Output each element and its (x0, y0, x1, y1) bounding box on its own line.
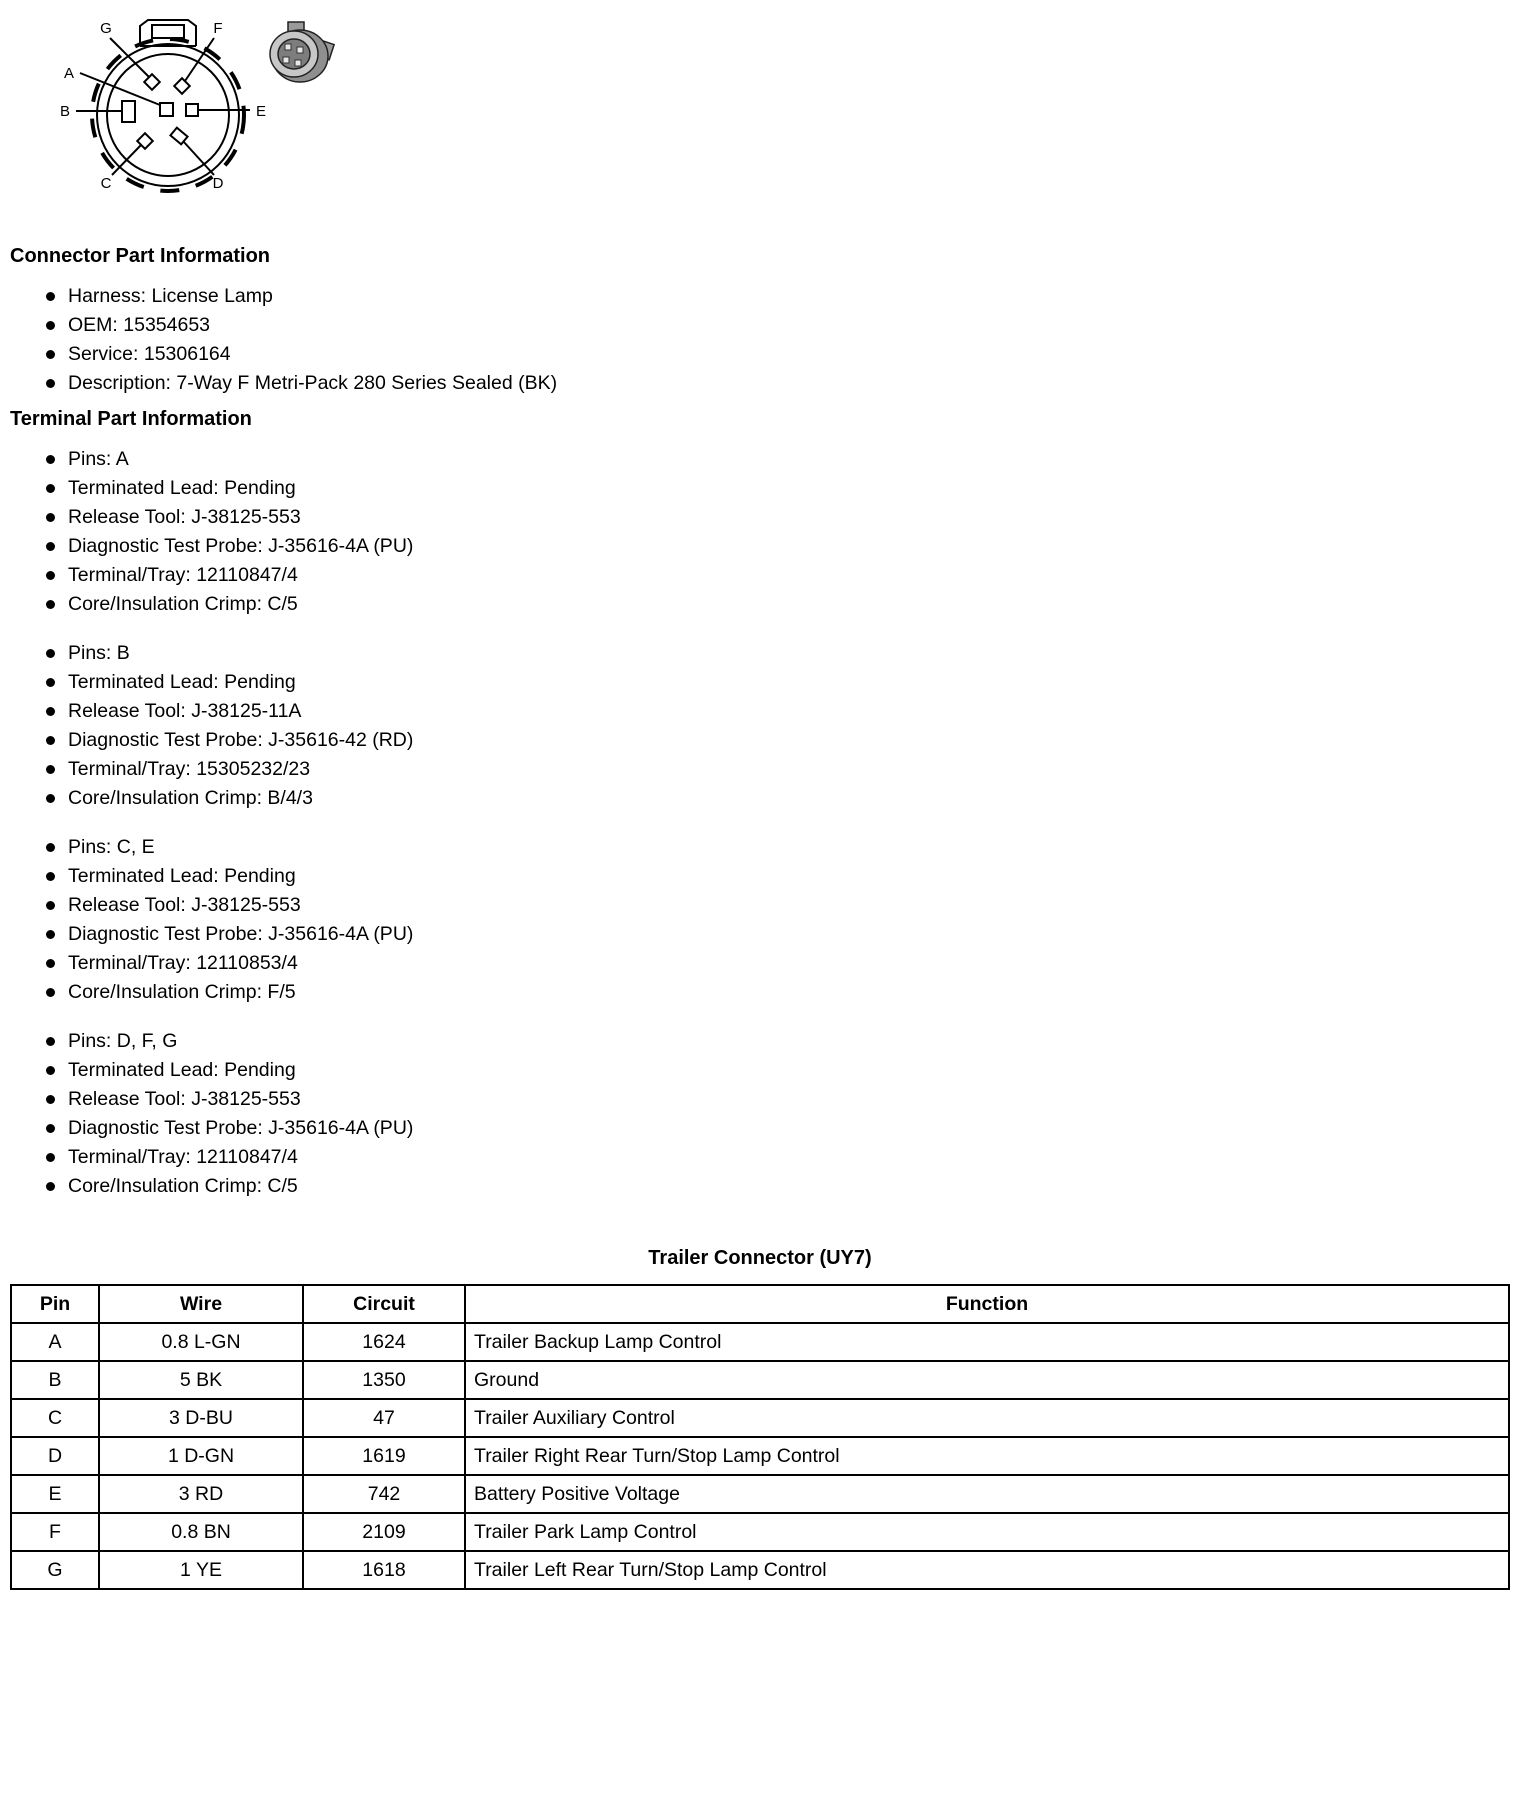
trailer-connector-table (10, 1284, 1510, 1590)
cell-wire: 5 BK (99, 1361, 303, 1399)
list-item: Core/Insulation Crimp: C/5 (46, 590, 1510, 619)
list-item: Harness: License Lamp (46, 282, 1510, 311)
pin-label-f: F (213, 20, 223, 37)
list-item: Release Tool: J-38125-553 (46, 1085, 1510, 1114)
cell-circuit: 1624 (303, 1323, 465, 1361)
connector-part-info-list (10, 282, 1510, 398)
terminal-group-pins-a (10, 445, 1510, 619)
table-row (11, 1513, 1509, 1551)
pin-a-cavity (160, 103, 173, 116)
pin-label-a: A (63, 65, 74, 82)
cell-function: Trailer Right Rear Turn/Stop Lamp Control (465, 1437, 1509, 1475)
cell-function: Ground (465, 1361, 1509, 1399)
cell-function: Trailer Left Rear Turn/Stop Lamp Control (465, 1551, 1509, 1589)
list-item: Diagnostic Test Probe: J-35616-42 (RD) (46, 726, 1510, 755)
list-item: Pins: C, E (46, 833, 1510, 862)
cell-pin: D (11, 1437, 99, 1475)
terminal-group-list (10, 1027, 1510, 1201)
column-header-function: Function (465, 1285, 1509, 1323)
pin-g-cavity (144, 74, 160, 90)
table-header-row (11, 1285, 1509, 1323)
connector-diagram-area (28, 12, 1510, 217)
cell-function: Trailer Park Lamp Control (465, 1513, 1509, 1551)
table-title: Trailer Connector (UY7) (648, 1247, 872, 1269)
list-item: Release Tool: J-38125-11A (46, 697, 1510, 726)
pin-b-cavity (122, 101, 135, 122)
cell-wire: 1 YE (99, 1551, 303, 1589)
terminal-group-pins-c-e (10, 833, 1510, 1007)
pin-label-e: E (256, 103, 267, 120)
cell-circuit: 1619 (303, 1437, 465, 1475)
list-item: Terminal/Tray: 15305232/23 (46, 755, 1510, 784)
list-item: Release Tool: J-38125-553 (46, 891, 1510, 920)
cell-wire: 1 D-GN (99, 1437, 303, 1475)
cell-function: Trailer Backup Lamp Control (465, 1323, 1509, 1361)
table-row (11, 1323, 1509, 1361)
list-item: Terminated Lead: Pending (46, 474, 1510, 503)
pin-e-cavity (186, 104, 198, 116)
list-item: OEM: 15354653 (46, 311, 1510, 340)
cell-wire: 0.8 BN (99, 1513, 303, 1551)
terminal-group-pins-d-f-g (10, 1027, 1510, 1201)
connector-diagram (28, 12, 358, 212)
table-row (11, 1475, 1509, 1513)
list-item: Terminated Lead: Pending (46, 668, 1510, 697)
connector-3d-view-icon (270, 22, 334, 82)
list-item: Terminal/Tray: 12110847/4 (46, 561, 1510, 590)
cell-circuit: 1618 (303, 1551, 465, 1589)
table-row (11, 1361, 1509, 1399)
terminal-part-info-heading: Terminal Part Information (10, 408, 252, 430)
cell-pin: B (11, 1361, 99, 1399)
list-item: Service: 15306164 (46, 340, 1510, 369)
pin-label-d: D (212, 175, 224, 192)
cell-pin: F (11, 1513, 99, 1551)
list-item: Terminal/Tray: 12110847/4 (46, 1143, 1510, 1172)
cell-pin: C (11, 1399, 99, 1437)
pin-f-cavity (174, 78, 190, 94)
cell-circuit: 2109 (303, 1513, 465, 1551)
pin-label-g: G (100, 20, 112, 37)
column-header-circuit: Circuit (303, 1285, 465, 1323)
cell-wire: 3 RD (99, 1475, 303, 1513)
column-header-pin: Pin (11, 1285, 99, 1323)
list-item: Terminal/Tray: 12110853/4 (46, 949, 1510, 978)
table-row (11, 1551, 1509, 1589)
list-item: Core/Insulation Crimp: B/4/3 (46, 784, 1510, 813)
list-item: Release Tool: J-38125-553 (46, 503, 1510, 532)
cell-function: Battery Positive Voltage (465, 1475, 1509, 1513)
pin-label-c: C (100, 175, 112, 192)
list-item: Pins: A (46, 445, 1510, 474)
list-item: Diagnostic Test Probe: J-35616-4A (PU) (46, 532, 1510, 561)
table-row (11, 1399, 1509, 1437)
list-item: Core/Insulation Crimp: C/5 (46, 1172, 1510, 1201)
cell-pin: E (11, 1475, 99, 1513)
cell-circuit: 1350 (303, 1361, 465, 1399)
cell-circuit: 742 (303, 1475, 465, 1513)
cell-function: Trailer Auxiliary Control (465, 1399, 1509, 1437)
list-item: Core/Insulation Crimp: F/5 (46, 978, 1510, 1007)
cell-pin: G (11, 1551, 99, 1589)
table-row (11, 1437, 1509, 1475)
cell-pin: A (11, 1323, 99, 1361)
column-header-wire: Wire (99, 1285, 303, 1323)
pin-label-b: B (59, 103, 70, 120)
cell-wire: 0.8 L-GN (99, 1323, 303, 1361)
cell-wire: 3 D-BU (99, 1399, 303, 1437)
connector-part-info-heading: Connector Part Information (10, 245, 271, 267)
list-item: Terminated Lead: Pending (46, 1056, 1510, 1085)
list-item: Diagnostic Test Probe: J-35616-4A (PU) (46, 920, 1510, 949)
list-item: Pins: D, F, G (46, 1027, 1510, 1056)
list-item: Pins: B (46, 639, 1510, 668)
terminal-group-list (10, 445, 1510, 619)
terminal-group-list (10, 833, 1510, 1007)
list-item: Terminated Lead: Pending (46, 862, 1510, 891)
list-item: Diagnostic Test Probe: J-35616-4A (PU) (46, 1114, 1510, 1143)
terminal-group-list (10, 639, 1510, 813)
list-item: Description: 7-Way F Metri-Pack 280 Series Sealed (BK) (46, 369, 1510, 398)
terminal-group-pins-b (10, 639, 1510, 813)
cell-circuit: 47 (303, 1399, 465, 1437)
